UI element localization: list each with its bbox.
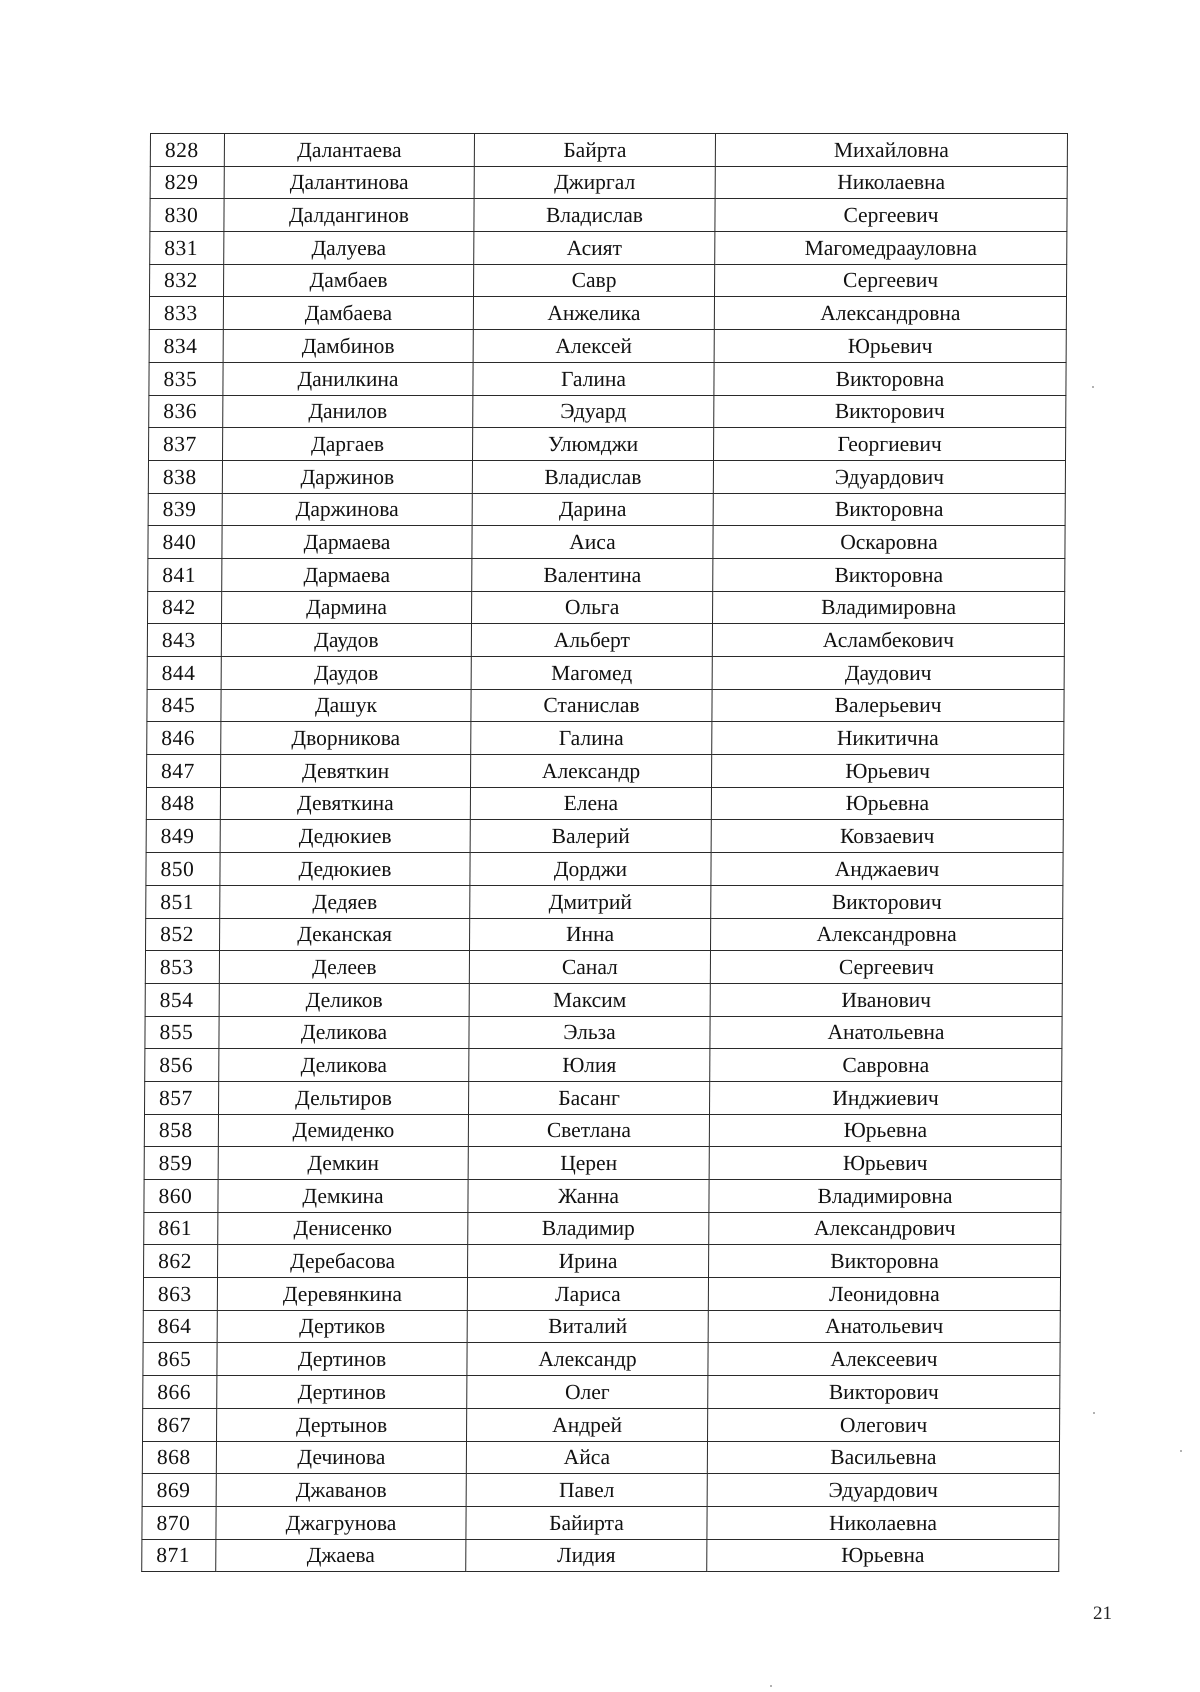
patronymic-cell: Анатольевич [708,1310,1060,1343]
patronymic-cell: Георгиевич [714,428,1066,461]
row-number-cell: 852 [146,918,220,951]
first-name-cell: Александр [471,755,712,788]
row-number-cell: 853 [145,951,219,984]
surname-cell: Деканская [220,918,470,951]
patronymic-cell: Викторович [714,395,1066,428]
table-row [147,689,1064,722]
first-name-cell: Савр [473,264,714,297]
surname-cell: Дертинов [217,1343,467,1376]
surname-cell: Даудов [221,624,471,657]
table-row [150,199,1067,232]
roster-body [142,134,1068,1572]
first-name-cell: Джиргал [474,166,715,199]
first-name-cell: Церен [468,1147,709,1180]
surname-cell: Деликова [219,1049,469,1082]
first-name-cell: Валерий [470,820,711,853]
patronymic-cell: Викторович [708,1376,1060,1409]
row-number-cell: 848 [146,787,220,820]
surname-cell: Дамбинов [223,330,473,363]
table-row [144,1147,1061,1180]
row-number-cell: 850 [146,853,220,886]
patronymic-cell: Эдуардович [713,460,1065,493]
scan-speck [1093,1412,1095,1414]
patronymic-cell: Леонидовна [708,1278,1060,1311]
table-row [149,428,1066,461]
table-row [145,1049,1062,1082]
row-number-cell: 847 [147,755,221,788]
surname-cell: Дармаева [222,526,472,559]
row-number-cell: 860 [144,1180,218,1213]
table-row [145,951,1062,984]
patronymic-cell: Юрьевич [709,1147,1061,1180]
surname-cell: Далантаева [224,134,474,167]
row-number-cell: 866 [143,1376,217,1409]
surname-cell: Данилов [223,395,473,428]
first-name-cell: Улюмджи [473,428,714,461]
table-row [145,1016,1062,1049]
row-number-cell: 856 [145,1049,219,1082]
table-row [147,624,1064,657]
patronymic-cell: Олегович [708,1408,1060,1441]
first-name-cell: Владимир [468,1212,709,1245]
surname-cell: Далдангинов [224,199,474,232]
row-number-cell: 842 [148,591,222,624]
table-row [149,330,1066,363]
patronymic-cell: Викторович [711,885,1063,918]
patronymic-cell: Алексеевич [708,1343,1060,1376]
first-name-cell: Байрта [474,134,715,167]
row-number-cell: 859 [144,1147,218,1180]
row-number-cell: 838 [148,460,222,493]
patronymic-cell: Юрьевич [712,755,1064,788]
row-number-cell: 865 [143,1343,217,1376]
surname-cell: Дашук [221,689,471,722]
first-name-cell: Магомед [471,657,712,690]
row-number-cell: 867 [143,1408,217,1441]
page-number: 21 [1093,1603,1112,1624]
table-row [146,820,1063,853]
table-row [148,558,1065,591]
patronymic-cell: Сергеевич [714,264,1066,297]
row-number-cell: 845 [147,689,221,722]
first-name-cell: Анжелика [473,297,714,330]
surname-cell: Демкин [218,1147,468,1180]
surname-cell: Демиденко [218,1114,468,1147]
row-number-cell: 861 [144,1212,218,1245]
first-name-cell: Санал [469,951,710,984]
surname-cell: Девяткин [221,755,471,788]
surname-cell: Дертинов [217,1376,467,1409]
first-name-cell: Эдуард [473,395,714,428]
patronymic-cell: Васильевна [707,1441,1059,1474]
surname-cell: Дечинова [216,1441,466,1474]
table-row [147,657,1064,690]
patronymic-cell: Александрович [709,1212,1061,1245]
first-name-cell: Аиса [472,526,713,559]
first-name-cell: Лариса [467,1278,708,1311]
surname-cell: Дедюкиев [220,853,470,886]
surname-cell: Деликова [219,1016,469,1049]
first-name-cell: Альберт [471,624,712,657]
scan-speck [1092,386,1094,388]
patronymic-cell: Даудович [712,657,1064,690]
table-row [142,1506,1059,1539]
patronymic-cell: Никитична [712,722,1064,755]
first-name-cell: Станислав [471,689,712,722]
row-number-cell: 841 [148,558,222,591]
patronymic-cell: Викторовна [713,493,1065,526]
first-name-cell: Байирта [466,1506,707,1539]
row-number-cell: 836 [149,395,223,428]
surname-cell: Деревянкина [217,1278,467,1311]
patronymic-cell: Викторовна [713,558,1065,591]
surname-cell: Дамбаев [223,264,473,297]
first-name-cell: Дарина [472,493,713,526]
surname-cell: Даржинов [222,460,472,493]
patronymic-cell: Викторовна [709,1245,1061,1278]
table-row [149,297,1066,330]
first-name-cell: Алексей [473,330,714,363]
row-number-cell: 829 [150,166,224,199]
patronymic-cell: Анатольевна [710,1016,1062,1049]
patronymic-cell: Николаевна [715,166,1067,199]
table-row [142,1441,1059,1474]
table-row [143,1278,1060,1311]
row-number-cell: 862 [144,1245,218,1278]
scan-speck [770,1685,772,1687]
surname-cell: Джаванов [216,1474,466,1507]
row-number-cell: 868 [142,1441,216,1474]
table-row [148,591,1065,624]
first-name-cell: Олег [467,1376,708,1409]
patronymic-cell: Эдуардович [707,1474,1059,1507]
table-row [147,755,1064,788]
first-name-cell: Светлана [468,1114,709,1147]
first-name-cell: Галина [471,722,712,755]
surname-cell: Дельтиров [219,1081,469,1114]
surname-cell: Дамбаева [223,297,473,330]
table-row [144,1245,1061,1278]
first-name-cell: Владислав [474,199,715,232]
patronymic-cell: Сергеевич [715,199,1067,232]
patronymic-cell: Оскаровна [713,526,1065,559]
table-row [149,264,1066,297]
row-number-cell: 837 [149,428,223,461]
row-number-cell: 869 [142,1474,216,1507]
patronymic-cell: Савровна [710,1049,1062,1082]
first-name-cell: Инна [470,918,711,951]
row-number-cell: 843 [147,624,221,657]
surname-cell: Джаева [216,1539,466,1572]
first-name-cell: Андрей [467,1408,708,1441]
patronymic-cell: Юрьевна [707,1539,1059,1572]
table-row [145,983,1062,1016]
surname-cell: Делеев [219,951,469,984]
row-number-cell: 855 [145,1016,219,1049]
first-name-cell: Асият [474,232,715,265]
surname-cell: Далуева [224,232,474,265]
table-row [145,1081,1062,1114]
row-number-cell: 831 [150,232,224,265]
row-number-cell: 832 [149,264,223,297]
patronymic-cell: Магомедрааулoвна [715,232,1067,265]
patronymic-cell: Александровна [711,918,1063,951]
first-name-cell: Валентина [472,558,713,591]
first-name-cell: Максим [469,983,710,1016]
table-row [143,1343,1060,1376]
row-number-cell: 835 [149,362,223,395]
patronymic-cell: Михайловна [715,134,1067,167]
table-row [147,722,1064,755]
row-number-cell: 851 [146,885,220,918]
first-name-cell: Ольга [472,591,713,624]
table-row [149,395,1066,428]
patronymic-cell: Александровна [714,297,1066,330]
table-row [148,460,1065,493]
first-name-cell: Юлия [469,1049,710,1082]
patronymic-cell: Викторовна [714,362,1066,395]
first-name-cell: Владислав [472,460,713,493]
surname-cell: Даудов [221,657,471,690]
first-name-cell: Елена [470,787,711,820]
patronymic-cell: Иванович [710,983,1062,1016]
table-row [150,232,1067,265]
first-name-cell: Дмитрий [470,885,711,918]
table-row [146,918,1063,951]
surname-cell: Дармина [222,591,472,624]
table-row [150,166,1067,199]
surname-cell: Данилкина [223,362,473,395]
first-name-cell: Жанна [468,1180,709,1213]
surname-cell: Джагрунова [216,1506,466,1539]
table-row [144,1180,1061,1213]
first-name-cell: Лидия [466,1539,707,1572]
first-name-cell: Павел [466,1474,707,1507]
row-number-cell: 840 [148,526,222,559]
patronymic-cell: Ковзаевич [711,820,1063,853]
row-number-cell: 858 [144,1114,218,1147]
patronymic-cell: Владимировна [709,1180,1061,1213]
row-number-cell: 871 [142,1539,216,1572]
table-row [142,1539,1059,1572]
table-row [142,1474,1059,1507]
table-row [143,1376,1060,1409]
surname-cell: Дертиков [217,1310,467,1343]
surname-cell: Даржинова [222,493,472,526]
row-number-cell: 830 [150,199,224,232]
table-row [150,134,1067,167]
row-number-cell: 863 [143,1278,217,1311]
row-number-cell: 864 [143,1310,217,1343]
surname-cell: Дедяев [220,885,470,918]
first-name-cell: Айса [466,1441,707,1474]
surname-cell: Далантинова [224,166,474,199]
surname-cell: Дедюкиев [220,820,470,853]
table-row [144,1212,1061,1245]
surname-cell: Денисенко [218,1212,468,1245]
patronymic-cell: Николаевна [707,1506,1059,1539]
surname-cell: Дармаева [222,558,472,591]
row-number-cell: 870 [142,1506,216,1539]
table-row [146,787,1063,820]
row-number-cell: 854 [145,983,219,1016]
row-number-cell: 828 [150,134,224,167]
surname-cell: Деребасова [218,1245,468,1278]
table-row [146,853,1063,886]
table-row [148,526,1065,559]
surname-cell: Даргаев [223,428,473,461]
scan-speck [1180,1450,1182,1452]
first-name-cell: Виталий [467,1310,708,1343]
first-name-cell: Александр [467,1343,708,1376]
row-number-cell: 849 [146,820,220,853]
row-number-cell: 834 [149,330,223,363]
table-row [143,1310,1060,1343]
surname-cell: Дворникова [221,722,471,755]
patronymic-cell: Инджиевич [710,1081,1062,1114]
first-name-cell: Эльза [469,1016,710,1049]
surname-cell: Демкина [218,1180,468,1213]
table-row [148,493,1065,526]
surname-cell: Дертынов [217,1408,467,1441]
roster-table [141,133,1068,1572]
table-row [143,1408,1060,1441]
patronymic-cell: Валерьевич [712,689,1064,722]
first-name-cell: Галина [473,362,714,395]
first-name-cell: Дорджи [470,853,711,886]
row-number-cell: 833 [149,297,223,330]
patronymic-cell: Сергеевич [710,951,1062,984]
row-number-cell: 844 [147,657,221,690]
table-row [149,362,1066,395]
row-number-cell: 846 [147,722,221,755]
row-number-cell: 857 [145,1081,219,1114]
table-row [146,885,1063,918]
first-name-cell: Ирина [468,1245,709,1278]
surname-cell: Девяткина [220,787,470,820]
patronymic-cell: Юрьевна [711,787,1063,820]
table-row [144,1114,1061,1147]
patronymic-cell: Владимировна [713,591,1065,624]
surname-cell: Деликов [219,983,469,1016]
first-name-cell: Басанг [469,1081,710,1114]
row-number-cell: 839 [148,493,222,526]
patronymic-cell: Юрьевич [714,330,1066,363]
patronymic-cell: Асламбекович [712,624,1064,657]
patronymic-cell: Анджаевич [711,853,1063,886]
patronymic-cell: Юрьевна [709,1114,1061,1147]
